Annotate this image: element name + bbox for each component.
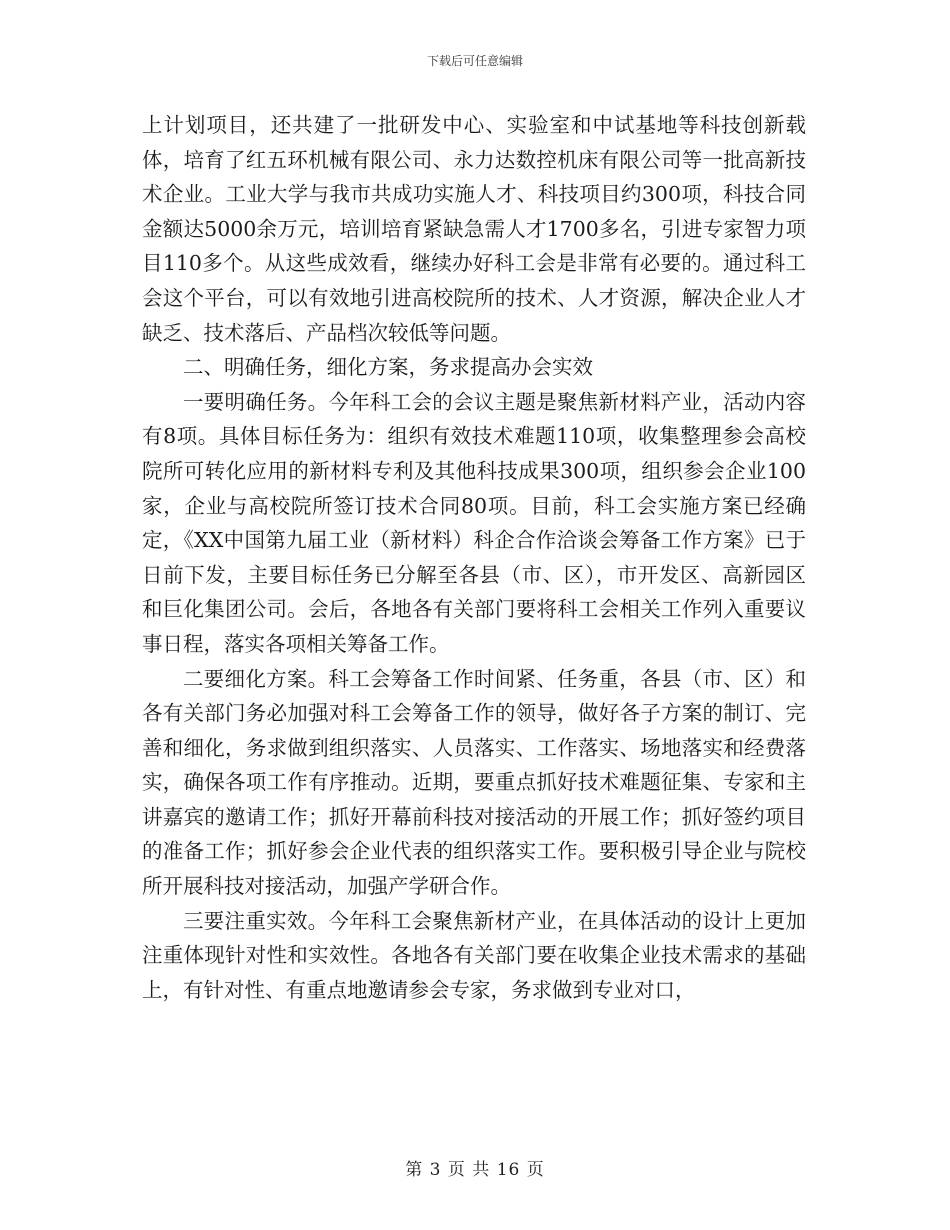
paragraph-2: 一要明确任务。今年科工会的会议主题是聚焦新材料产业，活动内容有8项。具体目标任务为：组织有效技术难题110项，收集整理参会高校院所可转化应用的新材料专利及其他科技成果300项，组织参会企业100家，企业与高校院所签订技术合同80项。目前，科工会实施方案已经确定，《XX中国第九届工业（新材料）科企合作洽谈会筹备工作方案》已于日前下发，主要目标任务已分解至各县（市、区），市开发区、高新园区和巨化集团公司。会后，各地各有关部门要将科工会相关工作列入重要议事日程，落实各项相关筹备工作。 [142, 389, 806, 656]
page-number: 第 3 页 共 16 页 [405, 1160, 545, 1180]
paragraph-4: 三要注重实效。今年科工会聚焦新材产业，在具体活动的设计上更加注重体现针对性和实效性。各地各有关部门要在收集企业技术需求的基础上，有针对性、有重点地邀请参会专家，务求做到专业对口， [142, 908, 806, 1002]
document-body [142, 108, 806, 1007]
paragraph-1: 上计划项目，还共建了一批研发中心、实验室和中试基地等科技创新载体，培育了红五环机械有限公司、永力达数控机床有限公司等一批高新技术企业。工业大学与我市共成功实施人才、科技项目约300项，科技合同金额达5000余万元，培训培育紧缺急需人才1700多名，引进专家智力项目110多个。从这些成效看，继续办好科工会是非常有必要的。通过科工会这个平台，可以有效地引进高校院所的技术、人才资源，解决企业人才缺乏、技术落后、产品档次较低等问题。 [142, 113, 806, 345]
section-heading: 二、明确任务，细化方案，务求提高办会实效 [183, 355, 593, 380]
paragraph-3: 二要细化方案。科工会筹备工作时间紧、任务重，各县（市、区）和各有关部门务必加强对科工会筹备工作的领导，做好各子方案的制订、完善和细化，务求做到组织落实、人员落实、工作落实、场地落实和经费落实，确保各项工作有序推动。近期，要重点抓好技术难题征集、专家和主讲嘉宾的邀请工作；抓好开幕前科技对接活动的开展工作；抓好签约项目的准备工作；抓好参会企业代表的组织落实工作。要积极引导企业与院校所开展科技对接活动，加强产学研合作。 [142, 666, 806, 899]
page-header: 下载后可任意编辑 [426, 54, 523, 68]
